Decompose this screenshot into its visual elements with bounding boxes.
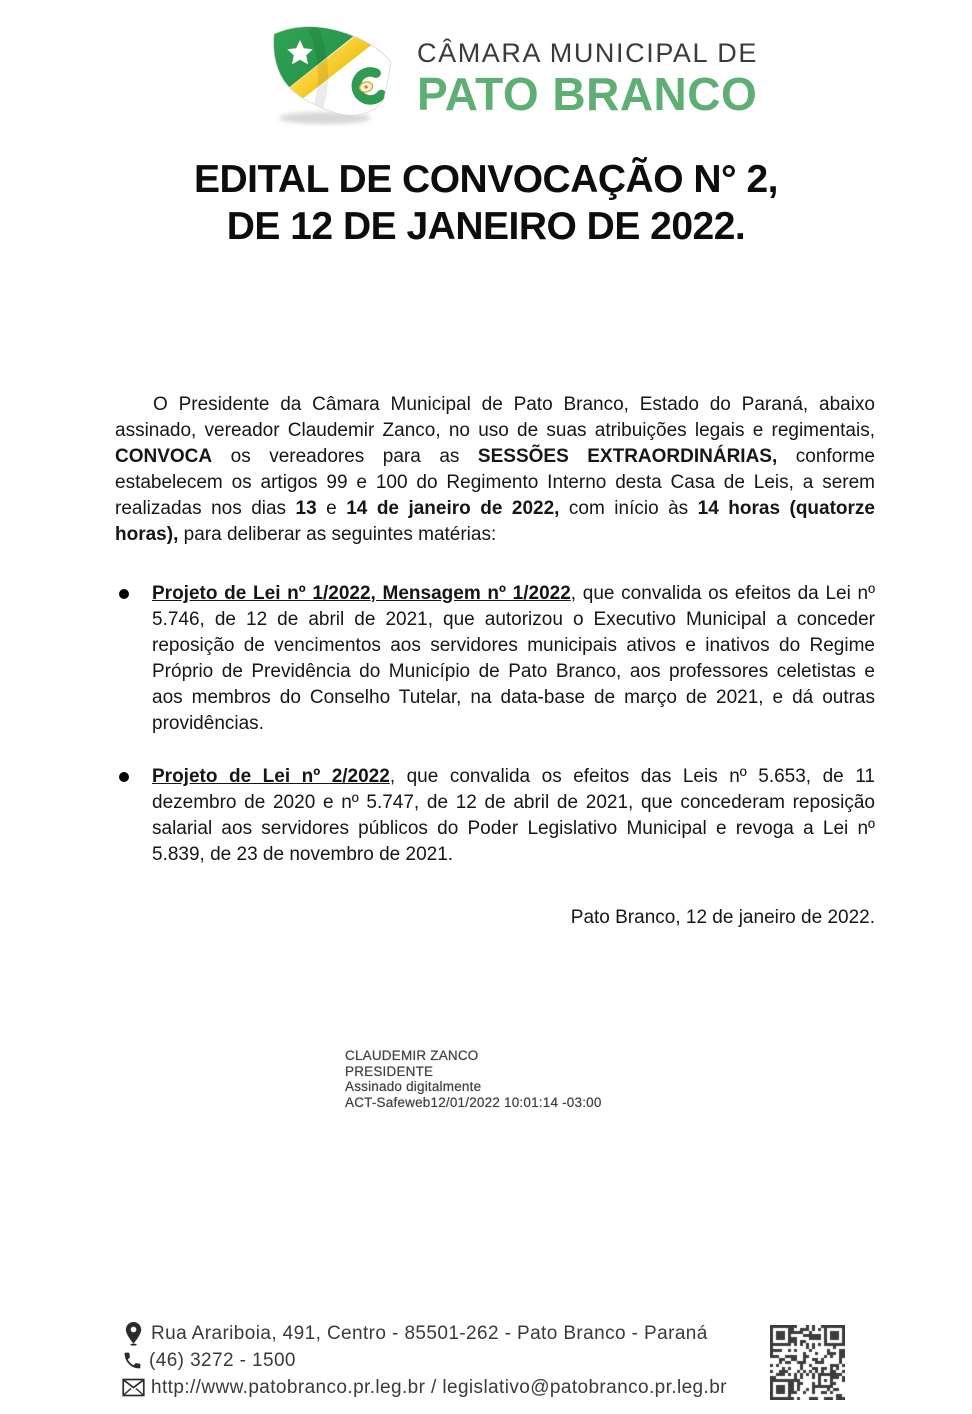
signature-method: Assinado digitalmente: [345, 1079, 482, 1094]
pato-branco-flag-logo: [253, 22, 405, 126]
qr-code: [770, 1325, 845, 1400]
text-segment: conforme estabelecem os artigos 99 e 100 do Regimento Interno desta Casa de Leis, a serem realizadas nos dias: [115, 446, 875, 519]
org-name-top: CÂMARA MUNICIPAL DE: [417, 38, 758, 68]
text-segment: 14 horas (quatorze horas),: [115, 498, 875, 545]
page-title-line2: DE 12 DE JANEIRO DE 2022.: [226, 205, 746, 248]
text-segment: 13: [295, 498, 317, 519]
web-email-text: http://www.patobranco.pr.leg.br / legislativo@patobranco.pr.leg.br: [151, 1376, 727, 1398]
phone-icon: [122, 1350, 143, 1371]
signature-block: [345, 1048, 602, 1110]
text-segment: O Presidente da Câmara Municipal de Pato Branco, Estado do Paraná, abaixo assinado, vereador Claudemir Zanco, no uso de suas atribuições legais e regimentais,: [115, 394, 875, 441]
text-segment: Projeto de Lei nº 1/2022, Mensagem nº 1/2022: [152, 583, 571, 604]
text-segment: Projeto de Lei nº 2/2022: [152, 766, 390, 787]
text-segment: 14 de janeiro de 2022,: [346, 498, 560, 519]
text-segment: CONVOCA: [115, 446, 213, 467]
document-body: [115, 392, 875, 931]
page-title: [0, 156, 972, 250]
text-segment: SESSÕES EXTRAORDINÁRIAS,: [477, 446, 778, 467]
agenda-item-1: [115, 581, 875, 737]
location-pin-icon: [122, 1321, 145, 1346]
address-text: Rua Arariboia, 491, Centro - 85501-262 - Pato Branco - Paraná: [151, 1322, 708, 1344]
text-segment: os vereadores para as: [212, 446, 478, 467]
signature-role: PRESIDENTE: [345, 1063, 434, 1079]
address-row: [122, 1320, 727, 1347]
document-footer: [122, 1320, 727, 1401]
agenda-item-2: [115, 764, 875, 868]
agenda-list: [115, 581, 875, 868]
signature-stamp: ACT-Safeweb12/01/2022 10:01:14 -03:00: [345, 1094, 602, 1110]
signature-name: CLAUDEMIR ZANCO: [345, 1048, 479, 1063]
page-title-line1: EDITAL DE CONVOCAÇÃO N° 2,: [193, 158, 779, 201]
phone-text: (46) 3272 - 1500: [149, 1349, 296, 1371]
text-segment: para deliberar as seguintes matérias:: [178, 524, 497, 545]
org-name: [417, 38, 758, 120]
intro-paragraph: [115, 392, 875, 548]
text-segment: , que convalida os efeitos da Lei nº 5.746, de 12 de abril de 2021, que autorizou o Executivo Municipal a conceder reposição de vencimentos aos servidores municipais ativos e inativos do Regime Próprio de Previdência do Município de Pato Branco, aos professores celetistas e aos membros do Conselho Tutelar, na data-base de março de 2021, e dá outras providências.: [152, 583, 876, 734]
envelope-icon: [122, 1378, 145, 1397]
dateline: Pato Branco, 12 de janeiro de 2022.: [570, 907, 875, 928]
text-segment: , que convalida os efeitos das Leis nº 5.653, de 11 dezembro de 2020 e nº 5.747, de 12 de abril de 2021, que concederam reposição salarial aos servidores públicos do Poder Legislativo Municipal e revoga a Lei nº 5.839, de 23 de novembro de 2021.: [152, 766, 875, 865]
text-segment: com início às: [559, 498, 698, 519]
phone-row: [122, 1347, 727, 1374]
text-segment: e: [316, 498, 347, 519]
web-row: [122, 1374, 727, 1401]
org-name-main: PATO BRANCO: [417, 68, 758, 120]
